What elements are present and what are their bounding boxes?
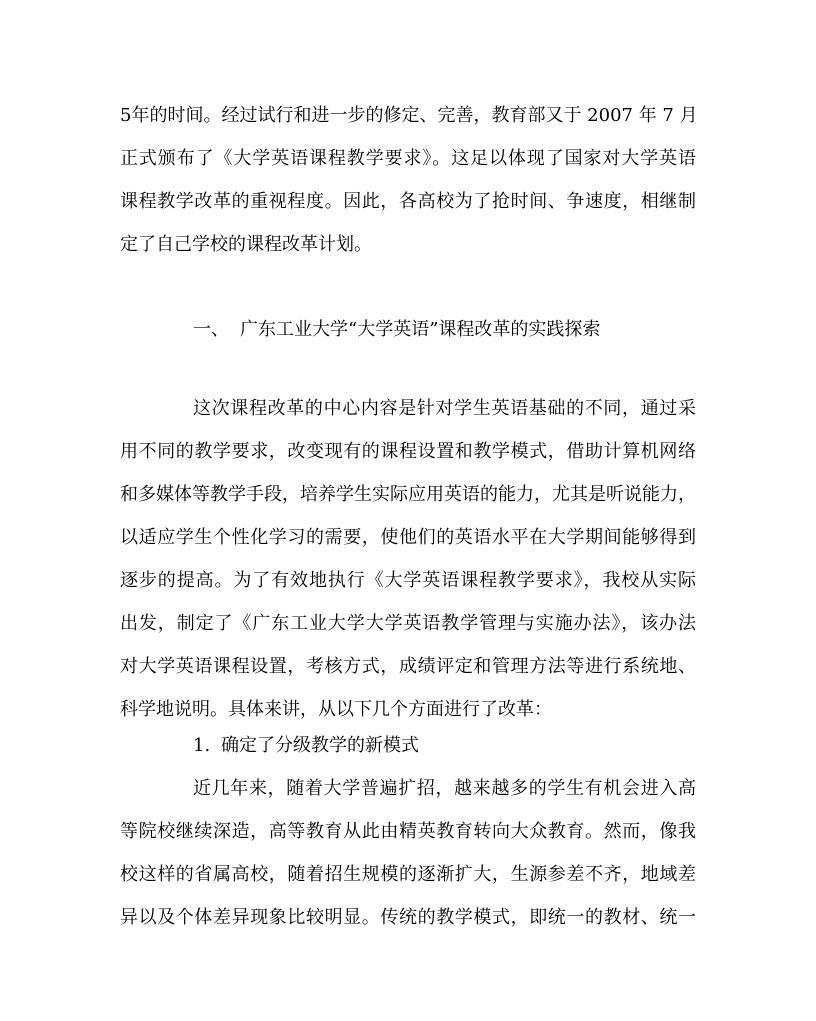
paragraph-2-line-3: 和多媒体等教学手段，培养学生实际应用英语的能力，尤其是听说能力， [120, 484, 696, 505]
paragraph-3-line-3: 校这样的省属高校，随着招生规模的逐渐扩大，生源参差不齐，地域差 [120, 864, 696, 885]
paragraph-2-line-4: 以适应学生个性化学习的需要，使他们的英语水平在大学期间能够得到 [120, 527, 696, 548]
paragraph-2-line-5: 逐步的提高。为了有效地执行《大学英语课程教学要求》，我校从实际 [120, 570, 696, 591]
subheading-1 [193, 734, 419, 758]
paragraph-1-line-1: 5年的时间。经过试行和进一步的修定、完善，教育部又于 2007 年 7 月 [120, 105, 698, 126]
section-heading [193, 318, 600, 342]
paragraph-2-line-2: 用不同的教学要求，改变现有的课程设置和教学模式，借助计算机网络 [120, 441, 696, 462]
section-heading-number: 一、 [193, 319, 229, 340]
subheading-1-number: 1. [193, 735, 211, 756]
paragraph-2-line-6: 出发，制定了《广东工业大学大学英语教学管理与实施办法》，该办法 [120, 613, 696, 634]
paragraph-2-line-8: 科学地说明。具体来讲，从以下几个方面进行了改革： [120, 699, 552, 720]
paragraph-3-line-4: 异以及个体差异现象比较明显。传统的教学模式，即统一的教材、统一 [120, 907, 696, 928]
paragraph-2-line-7: 对大学英语课程设置，考核方式，成绩评定和管理方法等进行系统地、 [120, 656, 696, 677]
paragraph-1-line-4: 定了自己学校的课程改革计划。 [120, 234, 372, 255]
paragraph-2-line-1: 这次课程改革的中心内容是针对学生英语基础的不同，通过采 [193, 398, 696, 419]
paragraph-3-line-2: 等院校继续深造，高等教育从此由精英教育转向大众教育。然而，像我 [120, 821, 696, 842]
paragraph-1-line-2: 正式颁布了《大学英语课程教学要求》。这足以体现了国家对大学英语 [120, 148, 696, 169]
section-heading-title: 广东工业大学“大学英语”课程改革的实践探索 [240, 319, 601, 340]
paragraph-3-line-1: 近几年来，随着大学普遍扩招，越来越多的学生有机会进入高 [193, 778, 696, 799]
subheading-1-title: 确定了分级教学的新模式 [221, 735, 419, 756]
paragraph-1-line-3: 课程教学改革的重视程度。因此，各高校为了抢时间、争速度，相继制 [120, 191, 696, 212]
